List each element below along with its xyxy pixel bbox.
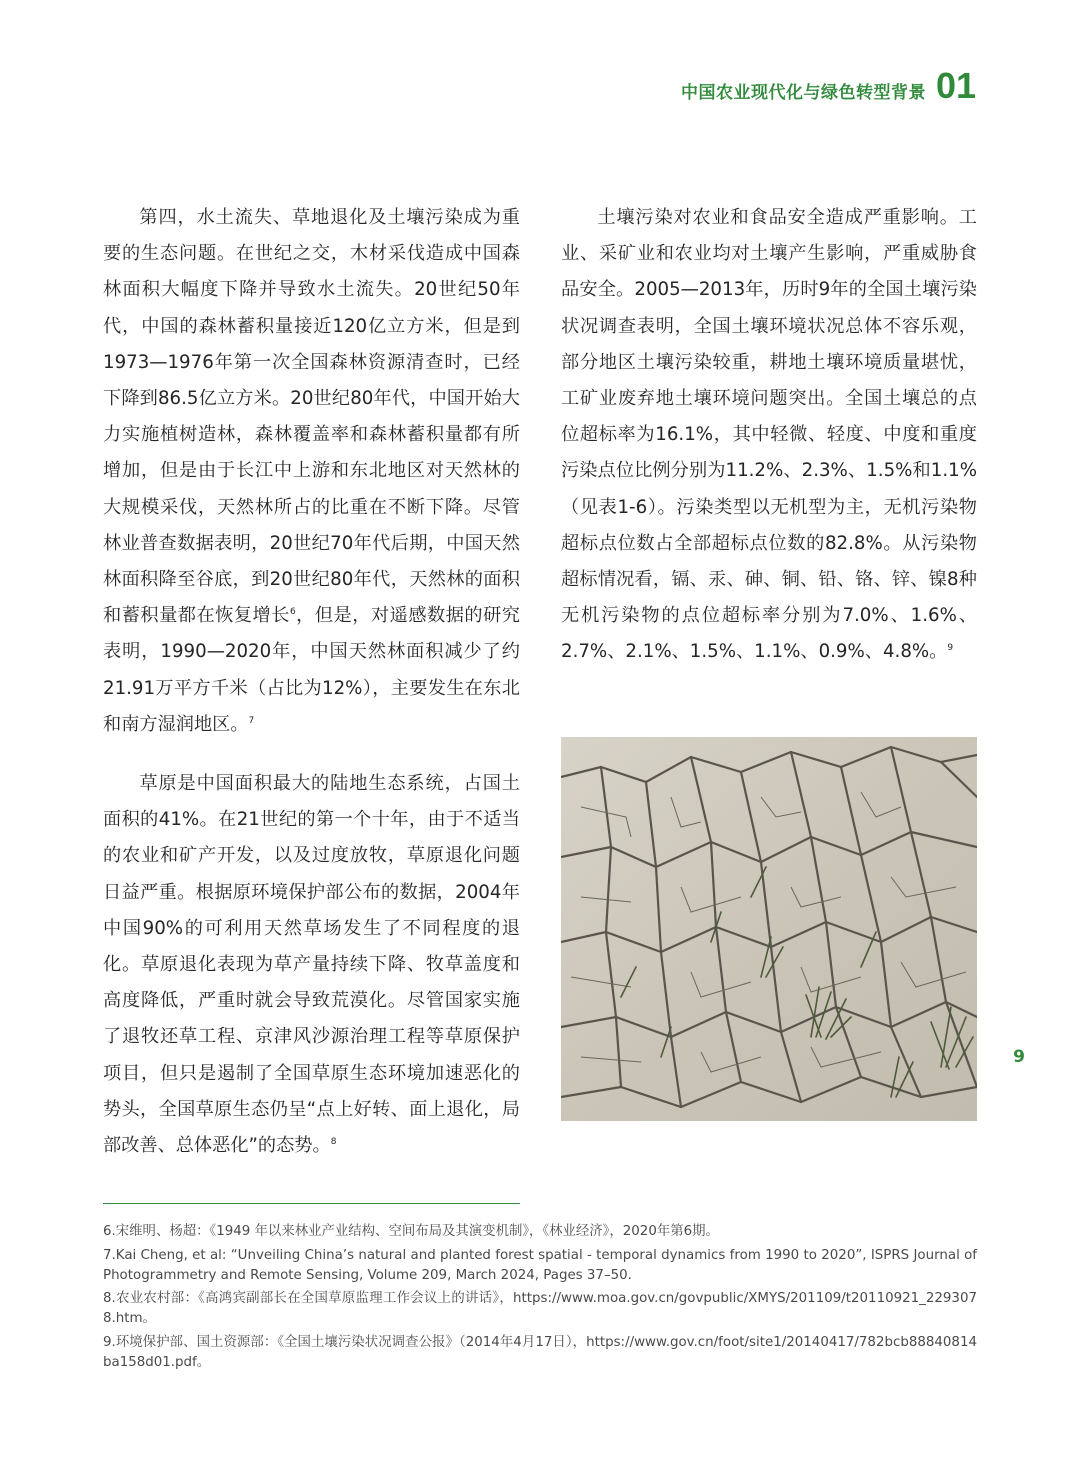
- paragraph-soil: 土壤污染对农业和食品安全造成严重影响。工业、采矿业和农业均对土壤产生影响，严重威胁食品安全。2005—2013年，历时9年的全国土壤污染状况调查表明，全国土壤环境状况总体不容乐观，部分地区土壤污染较重，耕地土壤环境质量堪忧，工矿业废弃地土壤环境问题突出。全国土壤总的点位超标率为16.1%，其中轻微、轻度、中度和重度污染点位比例分别为11.2%、2.3%、1.5%和1.1%（见表1-6）。污染类型以无机型为主，无机污染物超标点位数占全部超标点位数的82.8%。从污染物超标情况看，镉、汞、砷、铜、铅、铬、锌、镍8种无机污染物的点位超标率分别为7.0%、1.6%、2.7%、2.1%、1.5%、1.1%、0.9%、4.8%。$^9$: [561, 207, 977, 663]
- left-column: [103, 200, 520, 1164]
- footnote-ref-8[interactable]: 8: [330, 1137, 337, 1148]
- chapter-title: 中国农业现代化与绿色转型背景: [680, 83, 926, 103]
- footnote-ref-9[interactable]: 9: [947, 643, 954, 654]
- running-header: [680, 65, 976, 106]
- paragraph-grassland: 草原是中国面积最大的陆地生态系统，占国土面积的41%。在21世纪的第一个十年，由于不适当的农业和矿产开发，以及过度放牧，草原退化问题日益严重。根据原环境保护部公布的数据，2004年中国90%的可利用天然草场发生了不同程度的退化。草原退化表现为草产量持续下降、牧草盖度和高度降低，严重时就会导致荒漠化。尽管国家实施了退牧还草工程、京津风沙源治理工程等草原保护项目，但只是遏制了全国草原生态环境加速恶化的势头，全国草原生态仍呈“点上好转、面上退化，局部改善、总体恶化”的态势。$^8$: [103, 773, 520, 1157]
- page-number: 9: [1013, 1047, 1025, 1067]
- paragraph-forest: 第四，水土流失、草地退化及土壤污染成为重要的生态问题。在世纪之交，木材采伐造成中国森林面积大幅度下降并导致水土流失。20世纪50年代，中国的森林蓄积量接近120亿立方米，但是到1973—1976年第一次全国森林资源清查时，已经下降到86.5亿立方米。20世纪80年代，中国开始大力实施植树造林，森林覆盖率和森林蓄积量都有所增加，但是由于长江中上游和东北地区对天然林的大规模采伐，天然林所占的比重在不断下降。尽管林业普查数据表明，20世纪70年代后期，中国天然林面积降至谷底，到20世纪80年代，天然林的面积和蓄积量都在恢复增长$^6$，但是，对遥感数据的研究表明，1990—2020年，中国天然林面积减少了约21.91万平方千米（占比为12%），主要发生在东北和南方湿润地区。$^7$: [103, 207, 520, 735]
- chapter-number: 01: [935, 65, 976, 106]
- footnote-ref-6[interactable]: 6: [289, 607, 296, 618]
- footnote-6: 6.宋维明、杨超：《1949 年以来林业产业结构、空间布局及其演变机制》，《林业经济》，2020年第6期。: [103, 1224, 719, 1239]
- right-column: [561, 200, 977, 671]
- footnote-7: 7.Kai Cheng, et al: “Unveiling China’s natural and planted forest spatial - temporal dynamics from 1990 to 2020”, ISPRS Journal of Photogrammetry and Remote Sensing, Volume 209, March 2024, Pages 37–50.: [103, 1247, 977, 1283]
- footnote-divider: [103, 1203, 520, 1204]
- footnote-8[interactable]: 8.农业农村部：《高鸿宾副部长在全国草原监理工作会议上的讲话》，https://www.moa.gov.cn/govpublic/XMYS/201109/t20110921_2293078.htm。: [103, 1291, 977, 1327]
- footnote-9[interactable]: 9.环境保护部、国土资源部：《全国土壤污染状况调查公报》（2014年4月17日），https://www.gov.cn/foot/site1/20140417/782bcb88840814ba158d01.pdf。: [103, 1334, 977, 1370]
- cracked-soil-illustration: [561, 737, 977, 1121]
- footnotes: [103, 1222, 977, 1377]
- cracked-soil-photo: [561, 737, 977, 1121]
- footnote-ref-7[interactable]: 7: [248, 715, 255, 726]
